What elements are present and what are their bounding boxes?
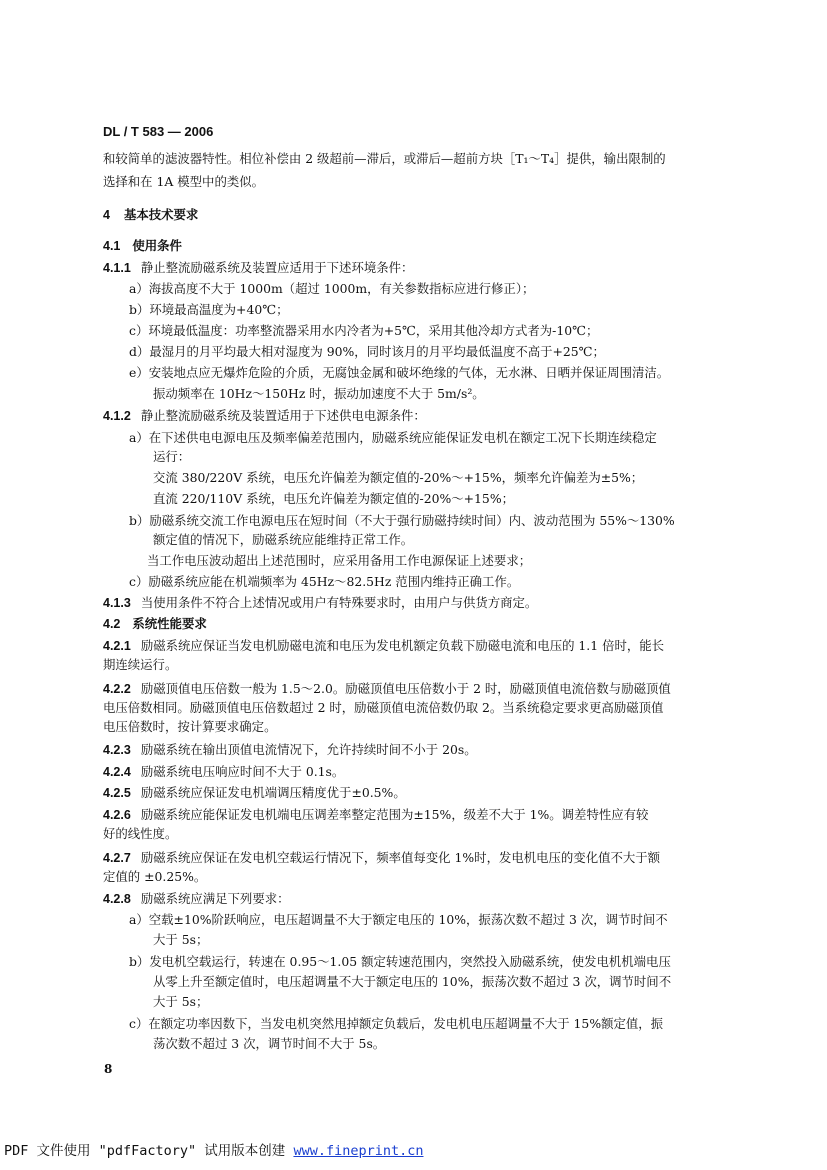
clause-4-1-2-dc-system: 直流 220/110V 系统，电压允许偏差为额定值的-20%～+15%； — [153, 491, 514, 506]
clause-4-2-8-item-b-cont-1: 从零上升至额定值时，电压超调量不大于额定电压的 10%，振荡次数不超过 3 次，调节时间不 — [153, 974, 672, 989]
clause-4-1-1-item-e: e）安装地点应无爆炸危险的介质，无腐蚀金属和破坏绝缘的气体，无水淋、日晒并保证周围清洁。 — [129, 365, 670, 380]
clause-4-2-8-item-a-cont: 大于 5s； — [153, 932, 209, 947]
pdf-factory-footer — [4, 1139, 423, 1159]
clause-4-2-7-cont: 定值的 ±0.25%。 — [103, 869, 207, 884]
clause-4-2-3: 4.2.3 励磁系统在输出顶值电流情况下，允许持续时间不小于 20s。 — [103, 742, 477, 757]
clause-4-1-2-item-b: b）励磁系统交流工作电源电压在短时间（不大于强行励磁持续时间）内、波动范围为 55%～130% — [129, 513, 675, 528]
clause-4-1-2-item-c: c）励磁系统应能在机端频率为 45Hz～82.5Hz 范围内维持正确工作。 — [129, 574, 520, 589]
clause-4-1-1-item-b: b）环境最高温度为+40℃； — [129, 302, 289, 317]
footer-text: PDF 文件使用 "pdfFactory" 试用版本创建 — [4, 1143, 294, 1159]
clause-4-1-1-item-e-cont: 振动频率在 10Hz～150Hz 时，振动加速度不大于 5m/s²。 — [153, 386, 485, 401]
clause-4-2-5: 4.2.5 励磁系统应保证发电机端调压精度优于±0.5%。 — [103, 785, 406, 800]
doc-header: DL / T 583 — 2006 — [103, 124, 214, 139]
clause-4-1-2: 4.1.2 静止整流励磁系统及装置适用于下述供电电源条件： — [103, 408, 426, 423]
clause-4-2-8-item-c-cont: 荡次数不超过 3 次，调节时间不大于 5s。 — [153, 1036, 386, 1051]
clause-4-1-1: 4.1.1 静止整流励磁系统及装置应适用于下述环境条件： — [103, 260, 414, 275]
clause-4-2-2: 4.2.2 励磁顶值电压倍数一般为 1.5～2.0。励磁顶值电压倍数小于 2 时，励磁顶值电流倍数与励磁顶值 — [103, 681, 671, 696]
section-4-1-heading: 4.1 使用条件 — [103, 238, 182, 253]
clause-4-2-8-item-c: c）在额定功率因数下，当发电机突然甩掉额定负载后，发电机电压超调量不大于 15%额定值，振 — [129, 1016, 664, 1031]
clause-4-2-2-cont-1: 电压倍数相同。励磁顶值电压倍数超过 2 时，励磁顶值电流倍数仍取 2。当系统稳定要求更高励磁顶值 — [103, 700, 664, 715]
clause-4-2-8-item-b: b）发电机空载运行，转速在 0.95～1.05 额定转速范围内，突然投入励磁系统，使发电机机端电压 — [129, 954, 671, 969]
clause-4-1-3: 4.1.3 当使用条件不符合上述情况或用户有特殊要求时，由用户与供货方商定。 — [103, 595, 538, 610]
clause-4-1-2-item-a-cont: 运行： — [153, 449, 191, 464]
intro-line-2: 选择和在 1A 模型中的类似。 — [103, 174, 265, 189]
section-4-2-heading: 4.2 系统性能要求 — [103, 616, 207, 631]
clause-4-1-2-item-a: a）在下述供电电源电压及频率偏差范围内，励磁系统应能保证发电机在额定工况下长期连续稳定 — [129, 430, 657, 445]
clause-4-1-1-item-d: d）最湿月的月平均最大相对湿度为 90%，同时该月的月平均最低温度不高于+25℃； — [129, 344, 605, 359]
clause-4-2-6-cont: 好的线性度。 — [103, 826, 178, 841]
clause-4-2-1: 4.2.1 励磁系统应保证当发电机励磁电流和电压为发电机额定负载下励磁电流和电压的 1.1 倍时，能长 — [103, 638, 665, 653]
clause-4-1-1-item-c: c）环境最低温度：功率整流器采用水内冷者为+5℃，采用其他冷却方式者为-10℃； — [129, 323, 599, 338]
clause-4-1-2-ac-system: 交流 380/220V 系统，电压允许偏差为额定值的-20%～+15%，频率允许偏差为±5%； — [153, 470, 644, 485]
intro-line-1: 和较简单的滤波器特性。相位补偿由 2 级超前—滞后，或滞后—超前方块［T₁～T₄］提供，输出限制的 — [103, 151, 666, 166]
clause-4-2-7: 4.2.7 励磁系统应保证在发电机空载运行情况下，频率值每变化 1%时，发电机电压的变化值不大于额 — [103, 850, 661, 865]
clause-4-2-8-item-a: a）空载±10%阶跃响应，电压超调量不大于额定电压的 10%，振荡次数不超过 3 次，调节时间不 — [129, 912, 668, 927]
clause-4-2-8-item-b-cont-2: 大于 5s； — [153, 994, 209, 1009]
clause-4-2-2-cont-2: 电压倍数时，按计算要求确定。 — [103, 719, 277, 734]
page-number: 8 — [104, 1062, 113, 1076]
clause-4-1-1-item-a: a）海拔高度不大于 1000m（超过 1000m，有关参数指标应进行修正）； — [129, 281, 535, 296]
fineprint-link[interactable]: www.fineprint.cn — [293, 1143, 424, 1159]
clause-4-2-8: 4.2.8 励磁系统应满足下列要求： — [103, 891, 290, 906]
clause-4-2-4: 4.2.4 励磁系统电压响应时间不大于 0.1s。 — [103, 764, 345, 779]
clause-4-1-2-item-b-cont: 额定值的情况下，励磁系统应能维持正常工作。 — [153, 532, 414, 547]
section-4-heading: 4 基本技术要求 — [103, 207, 199, 222]
clause-4-1-2-item-b-note: 当工作电压波动超出上述范围时，应采用备用工作电源保证上述要求； — [147, 553, 532, 568]
clause-4-2-1-cont: 期连续运行。 — [103, 657, 178, 672]
clause-4-2-6: 4.2.6 励磁系统应能保证发电机端电压调差率整定范围为±15%，级差不大于 1%。调差特性应有较 — [103, 807, 649, 822]
